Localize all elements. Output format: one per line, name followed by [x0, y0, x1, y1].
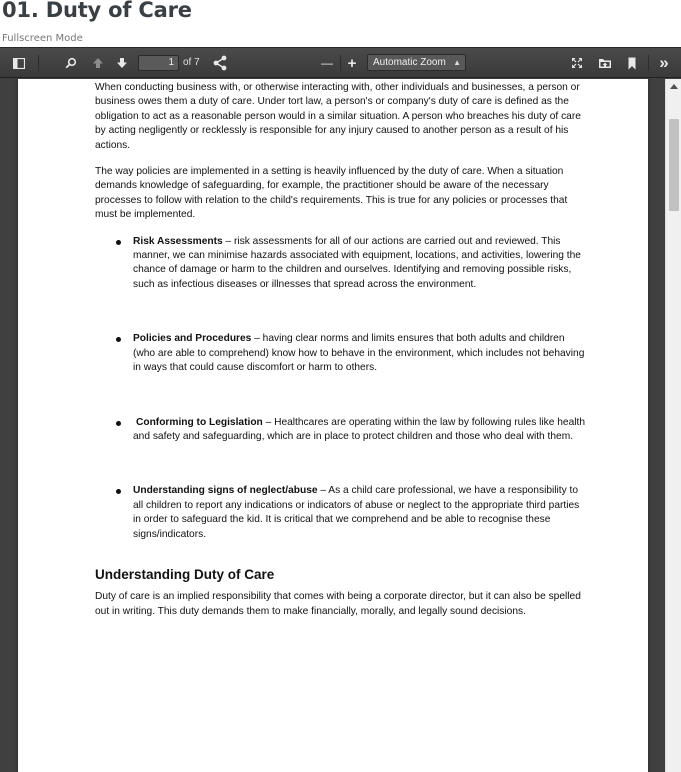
bullet-text: – risk assessments for all of our actions are carried out and reviewed. This manner, we can minimise hazards associated with equipment, locations, and activities, lowering the chance of damage or harm to the children and ourselves. Identifying and removing possible risks, such as infectious diseases or illnesses that spread across the environment. — [133, 235, 581, 290]
page-count-label: of 7 — [183, 57, 200, 68]
zoom-in-button[interactable]: + — [347, 54, 357, 72]
toolbar-separator — [648, 55, 649, 71]
arrow-down-icon — [116, 57, 128, 69]
arrow-up-icon — [92, 57, 104, 69]
zoom-select[interactable] — [367, 54, 466, 71]
tools-button[interactable]: » — [659, 53, 669, 72]
bullet-title: Risk Assessments — [133, 235, 223, 247]
zoom-out-button[interactable]: — — [321, 56, 333, 70]
bullet-text: – As a child care professional, we have a responsibility to all children to report any indications or indicators of abuse or neglect to the appropriate third parties in order to safeguard the kid. It is critical that we comprehend and be able to recognise these signs/indicators. — [133, 485, 580, 540]
bullet-text: – Healthcares are operating within the law by following rules like health and safety and safeguarding, which are in place to protect children and those who deal with them. — [133, 416, 585, 442]
paragraph: When conducting business with, or otherwise interacting with, other individuals and businesses, a person or business owes them a duty of care. Under tort law, a person's or company's duty of care is defined as the obligation to act as a reasonable person would in a similar situation. A person who breaches his duty of care by acting negligently or recklessly is responsible for any injury caused to another person as a result of his actions. — [95, 82, 581, 151]
list-item — [133, 235, 589, 293]
list-item — [133, 332, 589, 375]
select-caret-icon: ▲ — [453, 58, 461, 67]
scroll-up-arrow-icon[interactable] — [670, 84, 678, 89]
pdf-page — [18, 79, 648, 772]
bullet-text: – having clear norms and limits ensures that both adults and children (who are able to comprehend) know how to behave in the environment, which includes not behaving in ways that could cause discomfort or harm to others. — [133, 333, 585, 374]
bullet-title: Policies and Procedures — [133, 333, 252, 345]
bookmark-icon — [627, 57, 637, 70]
bullet-title: Understanding signs of neglect/abuse — [133, 485, 318, 497]
presentation-mode-button[interactable] — [567, 53, 587, 73]
fullscreen-mode-link[interactable]: Fullscreen Mode — [2, 33, 83, 44]
bookmark-button[interactable] — [622, 53, 642, 73]
document-viewport[interactable] — [0, 79, 681, 772]
pdf-viewer — [0, 47, 681, 772]
open-file-icon — [598, 57, 612, 69]
pdf-toolbar — [0, 48, 681, 78]
toolbar-separator — [340, 55, 341, 71]
bullet-list — [95, 235, 589, 542]
sidebar-toggle-button[interactable] — [9, 53, 29, 73]
find-button[interactable] — [61, 53, 81, 73]
share-icon — [213, 55, 227, 71]
page-title: 01. Duty of Care — [2, 0, 192, 22]
paragraph: The way policies are implemented in a setting is heavily influenced by the duty of care. When a situation demands knowledge of safeguarding, for example, the practitioner should be aware of the necessary processes to follow with relation to the child's requirements. This is true for any policies or processes that must be implemented. — [95, 166, 568, 221]
page-number-input[interactable]: 1 — [138, 55, 179, 71]
page-content — [95, 81, 589, 631]
toolbar-separator — [38, 55, 39, 71]
open-file-button[interactable] — [595, 53, 615, 73]
section-heading: Understanding Duty of Care — [95, 566, 275, 582]
share-button[interactable] — [210, 53, 230, 73]
paragraph: Duty of care is an implied responsibility that comes with being a corporate director, but it can also be spelled out in writing. This duty demands them to make financially, morally, and legally sound decisions. — [95, 591, 581, 617]
sidebar-icon — [13, 58, 25, 69]
bullet-title: Conforming to Legislation — [136, 416, 263, 428]
list-item — [133, 416, 589, 445]
fullscreen-icon — [571, 57, 583, 69]
vertical-scrollbar[interactable] — [665, 79, 681, 772]
search-icon — [65, 57, 77, 69]
zoom-select-value: Automatic Zoom — [373, 57, 446, 68]
previous-page-button[interactable] — [88, 53, 108, 73]
list-item — [133, 484, 589, 542]
next-page-button[interactable] — [112, 53, 132, 73]
scrollbar-thumb[interactable] — [669, 119, 679, 211]
